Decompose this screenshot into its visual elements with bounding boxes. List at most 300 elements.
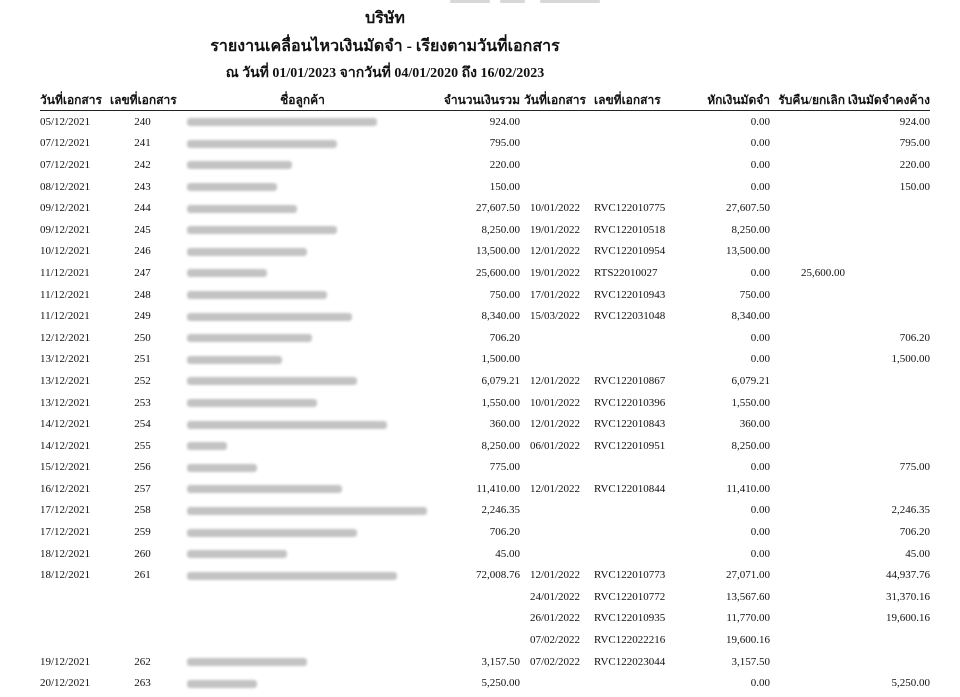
customer-name-cell	[175, 111, 430, 133]
doc-no-cell: 251	[134, 353, 151, 366]
deposit-deducted-cell: 13,500.00	[726, 245, 770, 258]
refund-cancel-cell: 25,600.00	[801, 266, 845, 279]
receipt-no-cell	[590, 154, 682, 176]
refund-cancel-cell	[770, 478, 845, 500]
total-amount-cell: 795.00	[489, 137, 520, 150]
customer-name-cell	[175, 349, 430, 371]
table-row	[40, 219, 930, 241]
doc-no-cell: 241	[134, 137, 151, 150]
total-amount-cell	[430, 608, 520, 630]
col-header-receipt-no: เลขที่เอกสาร	[590, 90, 682, 111]
doc-date-cell: 05/12/2021	[40, 115, 91, 128]
customer-name-cell	[175, 500, 430, 522]
doc-date-cell: 17/12/2021	[40, 504, 91, 517]
receipt-no-cell	[590, 521, 682, 543]
doc-date-cell	[40, 608, 110, 630]
redacted-customer-name	[187, 377, 357, 385]
table-row	[40, 197, 930, 219]
outstanding-deposit-cell	[845, 197, 930, 219]
deposit-deducted-cell: 27,071.00	[726, 569, 770, 582]
refund-cancel-cell	[770, 305, 845, 327]
customer-name-cell	[175, 629, 430, 651]
refund-cancel-cell	[770, 370, 845, 392]
refund-cancel-cell	[770, 413, 845, 435]
deposit-movement-table	[40, 90, 930, 694]
redacted-customer-name	[187, 529, 357, 537]
receipt-no-cell	[590, 672, 682, 694]
col-header-customer-name: ชื่อลูกค้า	[175, 90, 430, 111]
deposit-deducted-cell: 11,770.00	[726, 612, 770, 625]
receipt-date-cell: 12/01/2022	[529, 418, 581, 431]
receipt-no-cell: RVC122031048	[594, 310, 666, 323]
redacted-customer-name	[187, 269, 267, 277]
refund-cancel-cell	[770, 197, 845, 219]
deposit-deducted-cell: 1,550.00	[731, 396, 770, 409]
outstanding-deposit-cell: 220.00	[899, 158, 930, 171]
refund-cancel-cell	[770, 349, 845, 371]
total-amount-cell: 775.00	[489, 461, 520, 474]
outstanding-deposit-cell	[845, 478, 930, 500]
refund-cancel-cell	[770, 521, 845, 543]
col-header-outstanding-deposit: เงินมัดจำคงค้าง	[845, 90, 930, 111]
redacted-customer-name	[187, 658, 307, 666]
doc-date-cell: 15/12/2021	[40, 461, 91, 474]
doc-no-cell: 240	[134, 115, 151, 128]
col-header-refund-cancel: รับคืน/ยกเลิก	[770, 90, 845, 111]
doc-no-cell: 260	[134, 547, 151, 560]
refund-cancel-cell	[770, 500, 845, 522]
redacted-customer-name	[187, 442, 227, 450]
table-row	[40, 672, 930, 694]
deposit-deducted-cell: 0.00	[750, 137, 770, 150]
doc-date-cell: 18/12/2021	[40, 569, 91, 582]
doc-date-cell: 18/12/2021	[40, 547, 91, 560]
total-amount-cell: 1,550.00	[481, 396, 520, 409]
doc-date-cell: 13/12/2021	[40, 353, 91, 366]
refund-cancel-cell	[770, 672, 845, 694]
redacted-customer-name	[187, 507, 427, 515]
receipt-no-cell	[590, 133, 682, 155]
company-name: บริษัท	[365, 10, 405, 27]
doc-date-cell: 19/12/2021	[40, 655, 91, 668]
total-amount-cell: 150.00	[489, 180, 520, 193]
deposit-deducted-cell: 8,250.00	[731, 223, 770, 236]
receipt-no-cell: RVC122010954	[594, 245, 666, 258]
receipt-date-cell: 24/01/2022	[529, 590, 581, 603]
doc-no-cell: 262	[134, 655, 151, 668]
deposit-deducted-cell: 0.00	[750, 677, 770, 690]
customer-name-cell	[175, 154, 430, 176]
total-amount-cell: 3,157.50	[481, 655, 520, 668]
customer-name-cell	[175, 608, 430, 630]
receipt-date-cell: 06/01/2022	[529, 439, 581, 452]
customer-name-cell	[175, 521, 430, 543]
deposit-deducted-cell: 750.00	[739, 288, 770, 301]
receipt-date-cell	[520, 327, 590, 349]
deposit-deducted-cell: 0.00	[750, 504, 770, 517]
outstanding-deposit-cell	[845, 392, 930, 414]
receipt-no-cell	[590, 543, 682, 565]
receipt-date-cell	[520, 111, 590, 133]
total-amount-cell: 27,607.50	[476, 202, 520, 215]
redacted-customer-name	[187, 464, 257, 472]
deposit-deducted-cell: 0.00	[750, 461, 770, 474]
receipt-date-cell: 10/01/2022	[529, 202, 581, 215]
deposit-deducted-cell: 0.00	[750, 115, 770, 128]
redacted-customer-name	[187, 183, 277, 191]
outstanding-deposit-cell	[845, 629, 930, 651]
customer-name-cell	[175, 543, 430, 565]
redacted-customer-name	[187, 550, 287, 558]
total-amount-cell: 8,250.00	[481, 439, 520, 452]
redacted-customer-name	[187, 356, 282, 364]
refund-cancel-cell	[770, 608, 845, 630]
deposit-deducted-cell: 0.00	[750, 353, 770, 366]
doc-no-cell: 243	[134, 180, 151, 193]
outstanding-deposit-cell: 19,600.16	[886, 612, 930, 625]
doc-date-cell: 12/12/2021	[40, 331, 91, 344]
doc-no-cell: 252	[134, 374, 151, 387]
redacted-customer-name	[187, 399, 317, 407]
deposit-deducted-cell: 0.00	[750, 547, 770, 560]
outstanding-deposit-cell: 1,500.00	[891, 353, 930, 366]
deposit-deducted-cell: 27,607.50	[726, 202, 770, 215]
receipt-date-cell: 12/01/2022	[529, 374, 581, 387]
total-amount-cell: 8,250.00	[481, 223, 520, 236]
customer-name-cell	[175, 586, 430, 608]
table-row	[40, 305, 930, 327]
doc-date-cell: 16/12/2021	[40, 482, 91, 495]
outstanding-deposit-cell	[845, 284, 930, 306]
outstanding-deposit-cell	[845, 651, 930, 673]
table-row	[40, 327, 930, 349]
table-row	[40, 651, 930, 673]
table-row	[40, 521, 930, 543]
total-amount-cell: 360.00	[489, 418, 520, 431]
total-amount-cell: 6,079.21	[481, 374, 520, 387]
outstanding-deposit-cell: 706.20	[899, 331, 930, 344]
doc-no-cell	[110, 629, 175, 651]
total-amount-cell: 5,250.00	[481, 677, 520, 690]
receipt-date-cell: 17/01/2022	[529, 288, 581, 301]
doc-no-cell: 257	[134, 482, 151, 495]
report-subtitle: ณ วันที่ 01/01/2023 จากวันที่ 04/01/2020 ถึง 16/02/2023	[225, 66, 545, 81]
deposit-deducted-cell: 19,600.16	[726, 634, 770, 647]
total-amount-cell: 220.00	[489, 158, 520, 171]
total-amount-cell: 13,500.00	[476, 245, 520, 258]
receipt-no-cell: RVC122010396	[594, 396, 666, 409]
total-amount-cell	[430, 629, 520, 651]
refund-cancel-cell	[770, 651, 845, 673]
total-amount-cell: 924.00	[489, 115, 520, 128]
customer-name-cell	[175, 241, 430, 263]
doc-no-cell: 242	[134, 158, 151, 171]
refund-cancel-cell	[770, 457, 845, 479]
receipt-date-cell: 12/01/2022	[529, 569, 581, 582]
receipt-date-cell: 19/01/2022	[529, 223, 581, 236]
customer-name-cell	[175, 457, 430, 479]
outstanding-deposit-cell: 706.20	[899, 526, 930, 539]
receipt-no-cell	[590, 327, 682, 349]
refund-cancel-cell	[770, 392, 845, 414]
col-header-receipt-date: วันที่เอกสาร	[520, 90, 590, 111]
col-header-deposit-deducted: หักเงินมัดจำ	[682, 90, 770, 111]
redacted-customer-name	[187, 291, 327, 299]
total-amount-cell: 2,246.35	[481, 504, 520, 517]
table-row	[40, 478, 930, 500]
table-row	[40, 154, 930, 176]
outstanding-deposit-cell: 795.00	[899, 137, 930, 150]
total-amount-cell: 45.00	[495, 547, 520, 560]
doc-date-cell	[40, 629, 110, 651]
report-title: รายงานเคลื่อนไหวเงินมัดจำ - เรียงตามวันที่เอกสาร	[210, 38, 560, 55]
receipt-date-cell	[520, 133, 590, 155]
deposit-deducted-cell: 13,567.60	[726, 590, 770, 603]
outstanding-deposit-cell	[845, 241, 930, 263]
receipt-no-cell: RTS22010027	[594, 266, 658, 279]
customer-name-cell	[175, 327, 430, 349]
receipt-no-cell: RVC122010772	[594, 590, 666, 603]
receipt-date-cell	[520, 457, 590, 479]
outstanding-deposit-cell	[845, 413, 930, 435]
doc-no-cell: 253	[134, 396, 151, 409]
col-header-total-amount: จำนวนเงินรวม	[430, 90, 520, 111]
deposit-deducted-cell: 6,079.21	[731, 374, 770, 387]
doc-no-cell	[110, 608, 175, 630]
deposit-deducted-cell: 0.00	[750, 180, 770, 193]
outstanding-deposit-cell: 31,370.16	[886, 590, 930, 603]
table-row	[40, 349, 930, 371]
doc-no-cell: 259	[134, 526, 151, 539]
table-row	[40, 500, 930, 522]
total-amount-cell: 706.20	[489, 526, 520, 539]
refund-cancel-cell	[770, 543, 845, 565]
receipt-no-cell: RVC122010773	[594, 569, 666, 582]
receipt-no-cell	[590, 349, 682, 371]
col-header-doc-no: เลขที่เอกสาร	[110, 90, 175, 111]
receipt-no-cell: RVC122010775	[594, 202, 666, 215]
outstanding-deposit-cell	[845, 370, 930, 392]
table-row	[40, 370, 930, 392]
redacted-customer-name	[187, 313, 352, 321]
doc-date-cell: 08/12/2021	[40, 180, 91, 193]
refund-cancel-cell	[770, 327, 845, 349]
doc-no-cell: 244	[134, 202, 151, 215]
redacted-customer-name	[187, 572, 397, 580]
refund-cancel-cell	[770, 154, 845, 176]
deposit-deducted-cell: 8,340.00	[731, 310, 770, 323]
receipt-date-cell: 15/03/2022	[529, 310, 581, 323]
receipt-no-cell: RVC122010935	[594, 612, 666, 625]
customer-name-cell	[175, 305, 430, 327]
doc-date-cell: 11/12/2021	[40, 310, 90, 323]
deposit-deducted-cell: 11,410.00	[726, 482, 770, 495]
receipt-no-cell	[590, 500, 682, 522]
receipt-no-cell: RVC122022216	[594, 634, 666, 647]
table-row	[40, 133, 930, 155]
customer-name-cell	[175, 262, 430, 284]
table-row	[40, 262, 930, 284]
table-row	[40, 392, 930, 414]
deposit-deducted-cell: 0.00	[750, 526, 770, 539]
redacted-customer-name	[187, 226, 337, 234]
deposit-deducted-cell: 0.00	[750, 158, 770, 171]
deposit-deducted-cell: 360.00	[739, 418, 770, 431]
table-row	[40, 543, 930, 565]
redacted-customer-name	[187, 421, 387, 429]
receipt-no-cell: RVC122010843	[594, 418, 666, 431]
doc-date-cell: 14/12/2021	[40, 418, 91, 431]
doc-no-cell: 249	[134, 310, 151, 323]
receipt-no-cell: RVC122010518	[594, 223, 666, 236]
total-amount-cell: 72,008.76	[476, 569, 520, 582]
doc-date-cell: 11/12/2021	[40, 266, 90, 279]
doc-no-cell: 256	[134, 461, 151, 474]
receipt-date-cell	[520, 500, 590, 522]
outstanding-deposit-cell: 44,937.76	[886, 569, 930, 582]
customer-name-cell	[175, 435, 430, 457]
total-amount-cell: 8,340.00	[481, 310, 520, 323]
doc-no-cell	[110, 586, 175, 608]
receipt-no-cell: RVC122023044	[594, 655, 666, 668]
redacted-customer-name	[187, 205, 297, 213]
doc-date-cell: 07/12/2021	[40, 137, 91, 150]
customer-name-cell	[175, 284, 430, 306]
table-row	[40, 457, 930, 479]
doc-date-cell: 10/12/2021	[40, 245, 91, 258]
doc-date-cell	[40, 586, 110, 608]
refund-cancel-cell	[770, 111, 845, 133]
outstanding-deposit-cell: 775.00	[899, 461, 930, 474]
customer-name-cell	[175, 478, 430, 500]
doc-date-cell: 11/12/2021	[40, 288, 90, 301]
table-row	[40, 176, 930, 198]
doc-date-cell: 07/12/2021	[40, 158, 91, 171]
receipt-date-cell	[520, 672, 590, 694]
deposit-deducted-cell: 0.00	[750, 266, 770, 279]
doc-date-cell: 14/12/2021	[40, 439, 91, 452]
deposit-deducted-cell: 3,157.50	[731, 655, 770, 668]
receipt-date-cell: 26/01/2022	[529, 612, 581, 625]
total-amount-cell: 11,410.00	[476, 482, 520, 495]
table-row	[40, 284, 930, 306]
doc-no-cell: 261	[134, 569, 151, 582]
customer-name-cell	[175, 672, 430, 694]
table-row	[40, 241, 930, 263]
deposit-deducted-cell: 8,250.00	[731, 439, 770, 452]
outstanding-deposit-cell: 924.00	[899, 115, 930, 128]
table-header-row	[40, 90, 930, 111]
outstanding-deposit-cell: 5,250.00	[891, 677, 930, 690]
total-amount-cell: 25,600.00	[476, 266, 520, 279]
doc-date-cell: 09/12/2021	[40, 223, 91, 236]
redacted-customer-name	[187, 680, 257, 688]
doc-date-cell: 13/12/2021	[40, 374, 91, 387]
refund-cancel-cell	[770, 629, 845, 651]
total-amount-cell: 750.00	[489, 288, 520, 301]
customer-name-cell	[175, 651, 430, 673]
refund-cancel-cell	[770, 133, 845, 155]
doc-no-cell: 248	[134, 288, 151, 301]
col-header-doc-date: วันที่เอกสาร	[40, 90, 110, 111]
refund-cancel-cell	[770, 564, 845, 586]
table-row	[40, 413, 930, 435]
receipt-no-cell: RVC122010951	[594, 439, 666, 452]
redacted-customer-name	[187, 334, 312, 342]
outstanding-deposit-cell	[845, 219, 930, 241]
receipt-date-cell: 07/02/2022	[529, 634, 581, 647]
customer-name-cell	[175, 219, 430, 241]
customer-name-cell	[175, 370, 430, 392]
doc-no-cell: 245	[134, 223, 151, 236]
redacted-customer-name	[187, 140, 337, 148]
receipt-no-cell	[590, 176, 682, 198]
receipt-date-cell: 07/02/2022	[529, 655, 581, 668]
customer-name-cell	[175, 564, 430, 586]
refund-cancel-cell	[770, 176, 845, 198]
refund-cancel-cell	[770, 219, 845, 241]
receipt-no-cell	[590, 111, 682, 133]
doc-date-cell: 20/12/2021	[40, 677, 91, 690]
receipt-date-cell	[520, 521, 590, 543]
doc-date-cell: 17/12/2021	[40, 526, 91, 539]
receipt-date-cell: 12/01/2022	[529, 245, 581, 258]
customer-name-cell	[175, 197, 430, 219]
table-row	[40, 564, 930, 586]
outstanding-deposit-cell: 45.00	[905, 547, 930, 560]
receipt-no-cell: RVC122010943	[594, 288, 666, 301]
table-row	[40, 629, 930, 651]
receipt-no-cell: RVC122010844	[594, 482, 666, 495]
outstanding-deposit-cell	[845, 262, 930, 284]
refund-cancel-cell	[770, 586, 845, 608]
table-row	[40, 608, 930, 630]
redacted-customer-name	[187, 161, 292, 169]
receipt-date-cell	[520, 543, 590, 565]
customer-name-cell	[175, 133, 430, 155]
doc-no-cell: 254	[134, 418, 151, 431]
receipt-date-cell: 12/01/2022	[529, 482, 581, 495]
doc-date-cell: 13/12/2021	[40, 396, 91, 409]
customer-name-cell	[175, 413, 430, 435]
doc-no-cell: 255	[134, 439, 151, 452]
redacted-customer-name	[187, 118, 377, 126]
refund-cancel-cell	[770, 435, 845, 457]
doc-no-cell: 263	[134, 677, 151, 690]
receipt-date-cell	[520, 154, 590, 176]
table-row	[40, 111, 930, 133]
deposit-deducted-cell: 0.00	[750, 331, 770, 344]
receipt-date-cell: 19/01/2022	[529, 266, 581, 279]
total-amount-cell: 706.20	[489, 331, 520, 344]
doc-no-cell: 246	[134, 245, 151, 258]
receipt-date-cell	[520, 176, 590, 198]
doc-no-cell: 250	[134, 331, 151, 344]
doc-no-cell: 247	[134, 266, 151, 279]
customer-name-cell	[175, 392, 430, 414]
table-row	[40, 586, 930, 608]
outstanding-deposit-cell	[845, 305, 930, 327]
outstanding-deposit-cell: 2,246.35	[891, 504, 930, 517]
doc-no-cell: 258	[134, 504, 151, 517]
redacted-customer-name	[187, 485, 342, 493]
receipt-date-cell: 10/01/2022	[529, 396, 581, 409]
cropped-top-edge	[0, 0, 960, 5]
customer-name-cell	[175, 176, 430, 198]
refund-cancel-cell	[770, 284, 845, 306]
table-row	[40, 435, 930, 457]
redacted-customer-name	[187, 248, 307, 256]
